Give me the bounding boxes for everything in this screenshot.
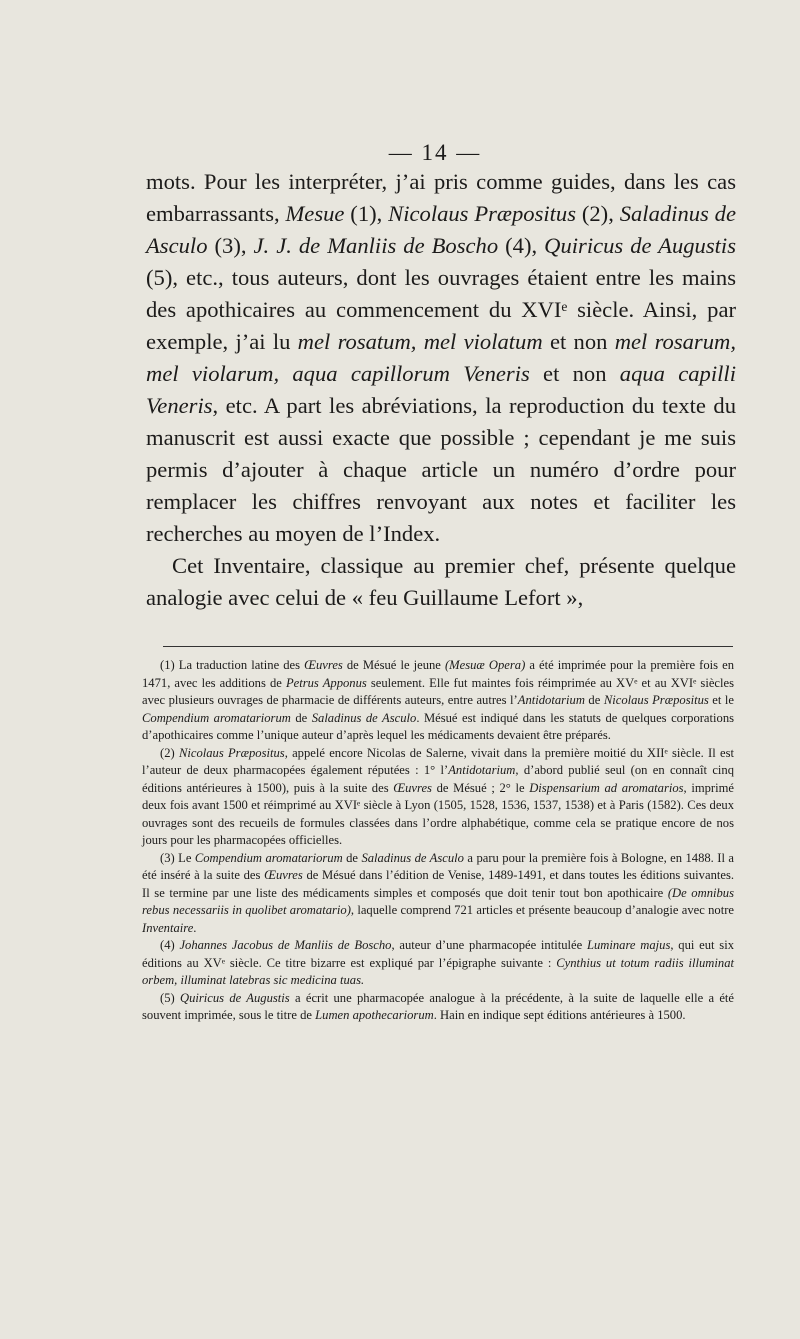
footnote: [142, 745, 734, 850]
italic-text: Johannes Jacobus de Manliis de Boscho: [179, 938, 392, 952]
text-run: a écrit une pharmacopée analogue à la précédente, à la suite de laquelle elle a été souvent imprimée, sous le titre de: [142, 990, 734, 1022]
footnote: [142, 937, 734, 990]
text-run: . Hain en indique sept éditions antérieures à 1500.: [433, 1008, 686, 1022]
text-run: (3) Le: [160, 850, 195, 865]
italic-text: Luminare majus: [586, 938, 671, 952]
text-run: (1),: [344, 201, 389, 226]
text-run: , imprimé deux fois avant 1500 et réimprimé au XVIᵉ siècle à Lyon (1505, 1528, 1536, 1537, 1538) et à Paris (1582). Ces deux ouvrages sont des recueils de formules classées dans l’ordre alphabétique, comme cela se pratique encore de nos jours pour les pharmacopées officielles.: [142, 780, 735, 847]
italic-text: Œuvres: [393, 780, 432, 795]
italic-text: Antidotarium: [517, 693, 585, 707]
paragraph: [146, 166, 736, 550]
text-run: de: [584, 693, 604, 707]
text-run: (4),: [498, 233, 545, 258]
text-run: Cet Inventaire, classique au premier chef, présente quelque analogie avec celui de « feu Guillaume Lefort »,: [146, 553, 736, 610]
paragraph: [146, 550, 736, 614]
text-run: , appelé encore Nicolas de Salerne, vivait dans la première moitié du XIIᵉ siècle. Il est l’auteur de deux pharmacopées également réputées : 1° l’: [142, 745, 734, 777]
text-run: (5): [160, 990, 180, 1005]
text-run: de Mésué ; 2° le: [431, 780, 530, 795]
text-run: de Mésué dans l’édition de Venise, 1489-1491, et dans toutes les éditions suivantes. Il se termine par une liste des médicaments simples et composés que doit tenir tout bon apothicaire: [142, 868, 735, 900]
text-run: a été imprimée pour la première fois en 1471, avec les additions de: [142, 658, 734, 690]
text-run: de: [342, 850, 362, 865]
text-run: . Mésué est indiqué dans les statuts de quelques corporations d’apothicaires comme l’unique auteur d’après lequel les médicaments devaient être préparés.: [142, 710, 735, 742]
text-run: et non: [529, 361, 620, 386]
text-run: , etc. A part les abréviations, la reproduction du texte du manuscrit est aussi exacte que possible ; cependant je me suis permis d’ajouter à chaque article un numéro d’ordre pour remplacer les chiffres renvoyant aux notes et faciliter les recherches au moyen de l’Index.: [146, 393, 736, 546]
italic-text: mel rosatum, mel violatum: [297, 329, 543, 354]
text-run: de: [290, 710, 312, 725]
text-run: (2),: [576, 201, 620, 226]
italic-text: Cynthius ut totum radiis illuminat orbem, illuminat latebras sic medicina tuas.: [142, 955, 734, 987]
italic-text: Dispensarium ad aromatarios: [529, 780, 684, 795]
italic-text: Saladinus de Asculo: [311, 710, 417, 725]
text-run: (4): [160, 938, 180, 952]
text-run: , qui eut six éditions au XVᵉ siècle. Ce titre bizarre est expliqué par l’épigraphe suivante :: [142, 938, 734, 970]
italic-text: J. J. de Manliis de Boscho: [253, 233, 499, 258]
text-run: (5), etc., tous auteurs, dont les ouvrages étaient entre les mains des apothicaires au commencement du XVIᵉ siècle. Ainsi, par exemple, j’ai lu: [146, 265, 736, 354]
footnote-separator: [163, 646, 733, 647]
italic-text: Nicolaus Præpositus: [388, 201, 577, 226]
text-run: seulement. Elle fut maintes fois réimprimée au XVᵉ et au XVIᵉ siècles avec plusieurs ouvrages de pharmacie de différents auteurs, entre autres l’: [142, 675, 734, 707]
italic-text: mel rosarum, mel violarum, aqua capillorum Veneris: [146, 329, 736, 386]
text-run: (2): [160, 745, 179, 760]
italic-text: Œuvres: [264, 868, 303, 882]
italic-text: Quiricus de Augustis: [544, 233, 736, 258]
text-run: mots. Pour les interpréter, j’ai pris comme guides, dans les cas embarrassants,: [146, 169, 736, 226]
italic-text: Mesue: [285, 201, 345, 226]
text-run: , auteur d’une pharmacopée intitulée: [391, 938, 587, 952]
italic-text: Quiricus de Augustis: [179, 990, 290, 1005]
italic-text: Petrus Apponus: [285, 675, 367, 690]
text-run: .: [193, 920, 197, 935]
italic-text: Compendium aromatariorum: [142, 710, 291, 725]
italic-text: Nicolaus Præpositus: [603, 693, 709, 707]
text-run: a paru pour la première fois à Bologne, en 1488. Il a été inséré à la suite des: [142, 850, 735, 882]
footnote: [142, 990, 734, 1025]
text-run: , laquelle comprend 721 articles et présente beaucoup d’analogie avec notre: [350, 903, 734, 917]
italic-text: Antidotarium: [448, 763, 516, 777]
main-text: [146, 166, 736, 614]
italic-text: Nicolaus Præpositus: [178, 745, 285, 760]
footnote: [142, 850, 734, 938]
italic-text: (De omnibus rebus necessariis in quolibet aromatario): [142, 885, 734, 917]
footnotes: [142, 657, 734, 1025]
italic-text: Inventaire: [142, 920, 194, 935]
footnote: [142, 657, 734, 745]
text-run: et le: [708, 693, 734, 707]
text-run: (1) La traduction latine des: [160, 658, 305, 672]
italic-text: (Mesuæ Opera): [444, 658, 526, 672]
italic-text: Compendium aromatariorum: [194, 850, 343, 865]
text-run: de Mésué le jeune: [342, 658, 445, 672]
text-run: et non: [542, 329, 615, 354]
italic-text: aqua capilli Veneris: [146, 361, 736, 418]
italic-text: Œuvres: [304, 658, 343, 672]
text-run: (3),: [207, 233, 254, 258]
italic-text: Saladinus de Asculo: [361, 850, 464, 865]
text-run: , d’abord publié seul (on en connaît cinq éditions antérieures à 1500), puis à la suite des: [142, 763, 734, 795]
italic-text: Saladinus de Asculo: [146, 201, 736, 258]
page-number: — 14 —: [388, 140, 482, 165]
italic-text: Lumen apothecariorum: [315, 1008, 434, 1022]
